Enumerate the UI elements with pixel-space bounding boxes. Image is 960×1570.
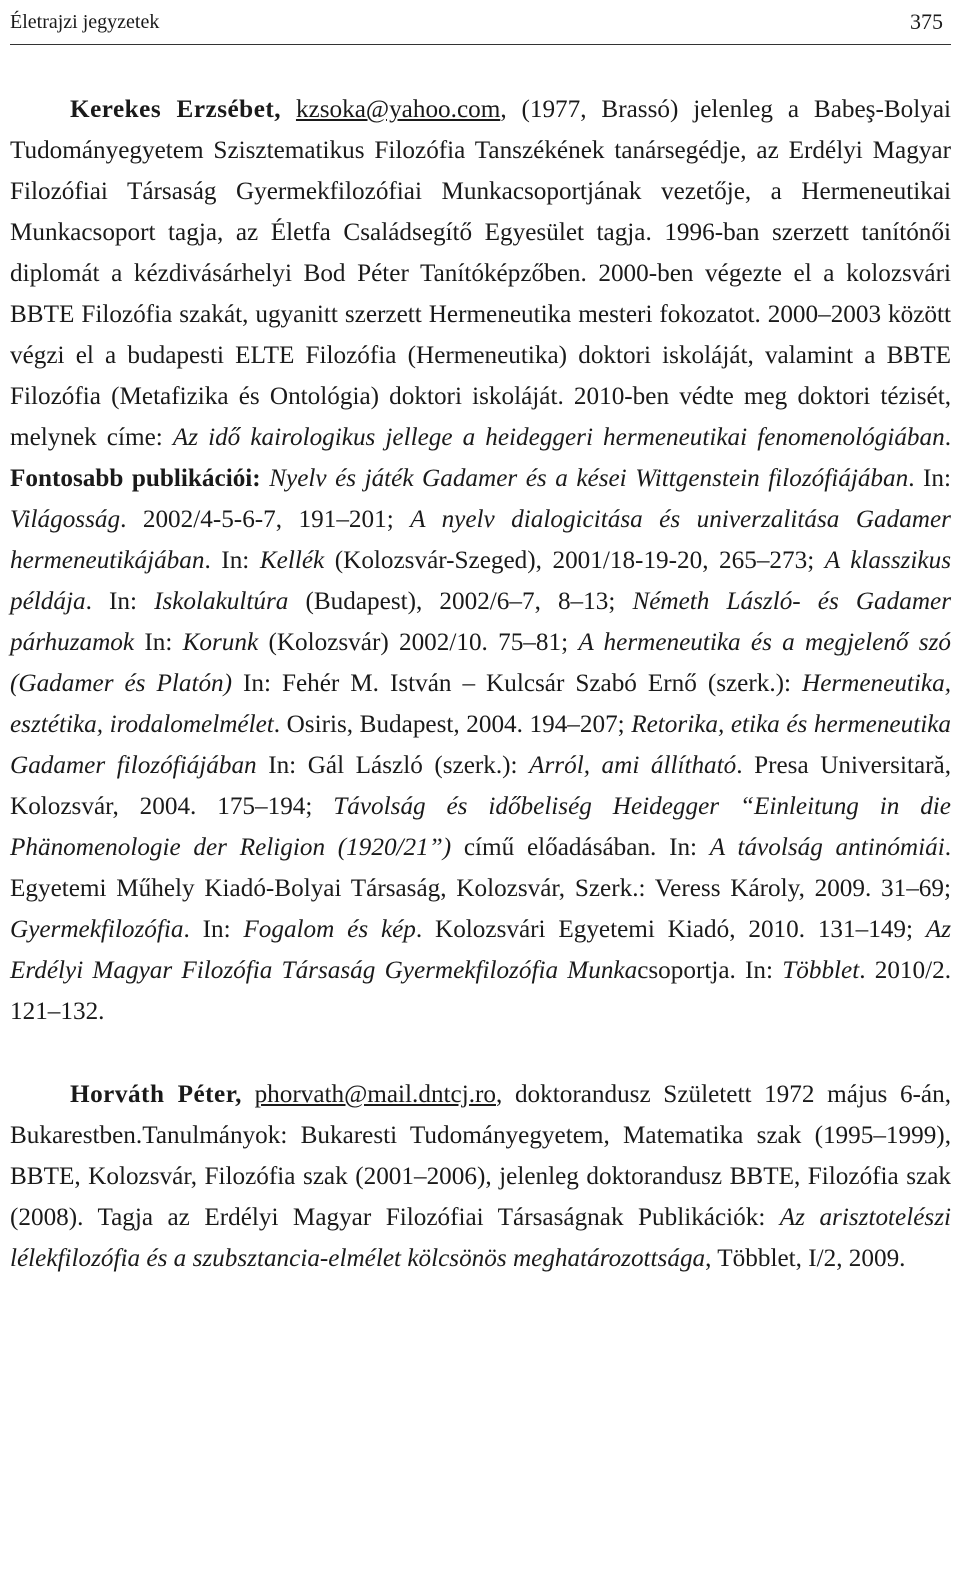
bio-text: . In: <box>85 588 155 615</box>
bio-text: , doktorandusz Született 1972 május 6-án, Bukarestben.Tanulmányok: Bukaresti Tudományegyetem, Matematika szak (1995–1999), BBTE, Kolozsvár, Filozófia szak (2001–2006), jelenleg doktorandusz BBTE, Filozófia szak (2008). Tagja az Erdélyi Magyar Filozófiai Társaságnak Publikációk: <box>10 1081 951 1231</box>
bio-text: (Budapest), 2002/6–7, 8–13; <box>288 588 633 615</box>
bio-text: In: <box>134 629 183 656</box>
email-link[interactable]: kzsoka@yahoo.com <box>295 96 501 123</box>
journal-title: Korunk <box>182 629 259 656</box>
publication-title: A hermeneutika és a megjelenő szó (Gadamer és Platón) <box>10 629 951 697</box>
bio-text: . In: <box>204 547 260 574</box>
bio-text: . 2010/2. 121–132. <box>10 957 951 1025</box>
bio-text: , (1977, Brassó) jelenleg a Babeş-Bolyai Tudományegyetem Szisztematikus Filozófia Tanszékének tanársegédje, az Erdélyi Magyar Filozófiai Társaság Gyermekfilozófiai Munkacsoportjának vezetője, a Hermeneutikai Munkacsoport tagja, az Életfa Családsegítő Egyesület tagja. 1996-ban szerzett tanítónői diplomát a kézdivásárhelyi Bod Péter Tanítóképzőben. 2000-ben végezte el a kolozsvári BBTE Filozófia szakát, ugyanitt szerzett Hermeneutika mesteri fokozatot. 2000–2003 között végzi el a budapesti ELTE Filozófia (Hermeneutika) doktori iskoláját, valamint a BBTE Filozófia (Metafizika és Ontológia) doktori iskoláját. 2010-ben védte meg doktori tézisét, melynek címe: <box>10 96 952 451</box>
journal-title: Kellék <box>259 547 325 574</box>
bio-text: (Kolozsvár) 2002/10. 75–81; <box>258 629 579 656</box>
publication-title: Retorika, etika és hermeneutika Gadamer filozófiájában <box>10 711 951 779</box>
book-title: A távolság antinómiái <box>709 834 945 861</box>
entry-name: Horváth Péter, <box>70 1081 242 1108</box>
bio-text: In: Fehér M. István – Kulcsár Szabó Ernő (szerk.): <box>232 670 803 697</box>
journal-title: Többlet <box>782 957 860 984</box>
publication-title: Az arisztotelészi lélekfilozófia és a szubsztancia-elmélet kölcsönös meghatározottsága <box>10 1204 951 1272</box>
journal-title: Világosság <box>10 506 121 533</box>
entry-name: Kerekes Erzsébet, <box>70 96 282 123</box>
publication-title: Németh László- és Gadamer párhuzamok <box>10 588 952 656</box>
bio-text: , Többlet, I/2, 2009. <box>705 1245 906 1272</box>
bio-text: . In: <box>908 465 952 492</box>
bio-text: (Kolozsvár-Szeged), 2001/18-19-20, 265–273; <box>324 547 825 574</box>
publication-title: Gyermekfilozófia <box>10 916 184 943</box>
bio-text: . 2002/4-5-6-7, 191–201; <box>120 506 411 533</box>
bio-entry-horvath <box>10 1074 951 1279</box>
page-number: 375 <box>910 9 943 34</box>
running-header <box>10 0 951 45</box>
book-title: Hermeneutika, esztétika, irodalomelmélet <box>10 670 951 738</box>
bio-text <box>261 465 270 492</box>
bio-text: In: Gál László (szerk.): <box>256 752 530 779</box>
publication-title: Az Erdélyi Magyar Filozófia Társaság Gyermekfilozófia Munka <box>10 916 951 984</box>
journal-title: Iskolakultúra <box>154 588 289 615</box>
book-title: Fogalom és kép <box>243 916 416 943</box>
dissertation-title: Az idő kairologikus jellege a heideggeri hermeneutikai fenomenológiában <box>172 424 945 451</box>
publications-label: Fontosabb publikációi: <box>10 465 261 492</box>
publication-title: A nyelv dialogicitása és univerzalitása Gadamer hermeneutikájában <box>10 506 951 574</box>
bio-text: című előadásában. In: <box>451 834 710 861</box>
bio-text: . In: <box>183 916 244 943</box>
bio-text: . Osiris, Budapest, 2004. 194–207; <box>273 711 632 738</box>
book-title: Arról, ami állítható <box>529 752 737 779</box>
bio-text: . Presa Universitară, Kolozsvár, 2004. 175–194; <box>10 752 951 820</box>
email-link[interactable]: phorvath@mail.dntcj.ro <box>254 1081 496 1108</box>
publication-title: Nyelv és játék Gadamer és a kései Wittgenstein filozófiájában <box>269 465 909 492</box>
publication-title: Távolság és időbeliség Heidegger “Einleitung in die Phänomenologie der Religion (1920/21”) <box>10 793 951 861</box>
publication-title: A klasszikus példája <box>10 547 951 615</box>
bio-text: . Kolozsvári Egyetemi Kiadó, 2010. 131–149; <box>415 916 926 943</box>
bio-text: . <box>944 424 951 451</box>
running-title: Életrajzi jegyzetek <box>10 10 160 33</box>
bio-text: . Egyetemi Műhely Kiadó-Bolyai Társaság, Kolozsvár, Szerk.: Veress Károly, 2009. 31–69; <box>10 834 951 902</box>
bio-text: csoportja. In: <box>637 957 783 984</box>
bio-entry-kerekes <box>10 89 951 1032</box>
